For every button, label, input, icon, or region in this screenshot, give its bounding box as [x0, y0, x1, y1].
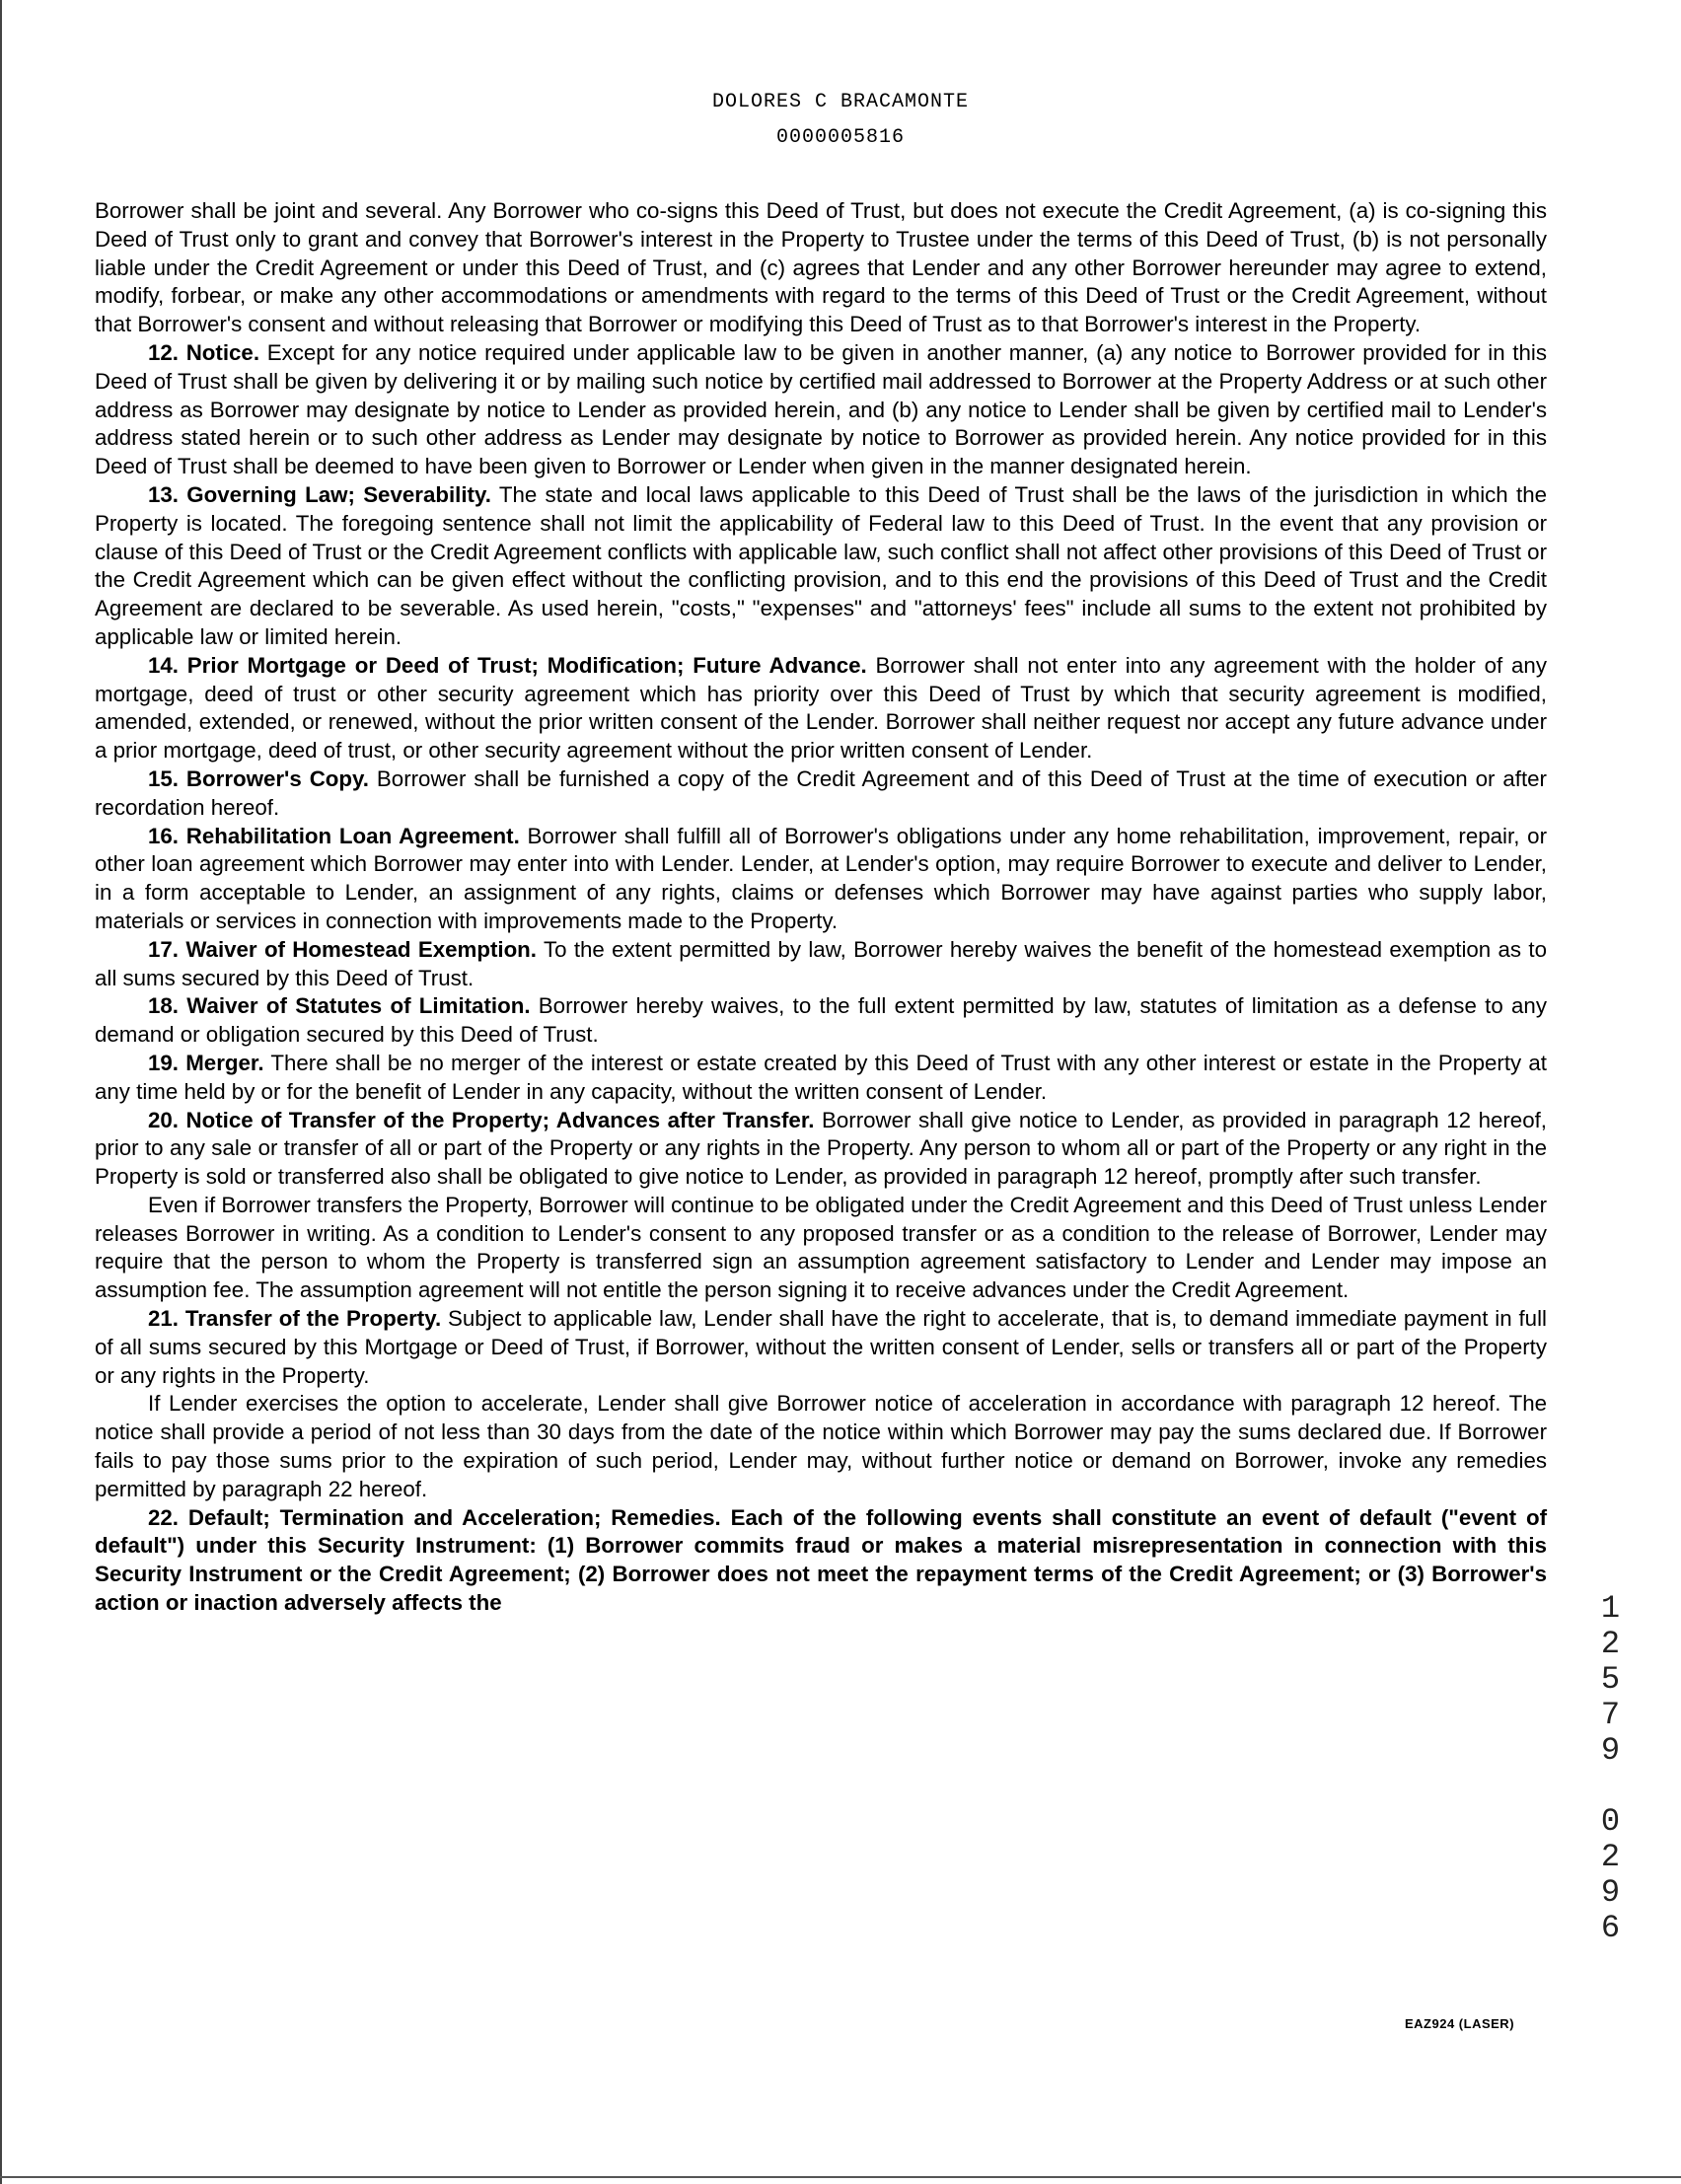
borrower-name: DOLORES C BRACAMONTE	[711, 91, 970, 113]
section-text: The state and local laws applicable to this Deed of Trust shall be the laws of the jurisdiction in which the Property is located. The foregoing sentence shall not limit the applicability of Federal law to this Deed of Trust. In the event that any provision or clause of this Deed of Trust or the Credit Agreement conflicts with applicable law, such conflict shall not affect other provisions of this Deed of Trust or the Credit Agreement which can be given effect without the conflicting provision, and to this end the provisions of this Deed of Trust and the Credit Agreement are declared to be severable. As used herein, "costs," "expenses" and "attorneys' fees" include all sums to the extent not prohibited by applicable law or limited herein.	[95, 481, 1548, 649]
section-14	[95, 652, 1547, 765]
section-17	[95, 936, 1547, 993]
section-heading: 13. Governing Law; Severability.	[148, 481, 491, 507]
margin-record-stamp: 12579 0296	[1592, 1590, 1629, 1945]
section-text: Even if Borrower transfers the Property, Borrower will continue to be obligated under the Credit Agreement and this Deed of Trust unless Lender releases Borrower in writing. As a condition to Lender's consent to any proposed transfer or as a condition to the release of Borrower, Lender may require that the person to whom the Property is transferred sign an assumption agreement satisfactory to Lender and Lender may impose an assumption fee. The assumption agreement will not entitle the person signing it to receive advances under the Credit Agreement.	[95, 1192, 1547, 1303]
intro-paragraph: Borrower shall be joint and several. Any Borrower who co-signs this Deed of Trust, but does not execute the Credit Agreement, (a) is co-signing this Deed of Trust only to grant and convey that Borrower's interest in the Property to Trustee under the terms of this Deed of Trust, (b) is not personally liable under the Credit Agreement or under this Deed of Trust, and (c) agrees that Lender and any other Borrower hereunder may agree to extend, modify, forbear, or make any other accommodations or amendments with regard to the terms of this Deed of Trust or the Credit Agreement, without that Borrower's consent and without releasing that Borrower or modifying this Deed of Trust as to that Borrower's interest in the Property.	[95, 198, 1547, 337]
section-text: Borrower hereby waives, to the full extent permitted by law, statutes of limitation as a defense to any demand or obligation secured by this Deed of Trust.	[95, 993, 1547, 1048]
form-code: EAZ924 (LASER)	[1405, 2016, 1515, 2031]
section-20	[95, 1107, 1547, 1192]
section-15	[95, 765, 1547, 823]
section-text: Borrower shall not enter into any agreement with the holder of any mortgage, deed of trust or other security agreement which has priority over this Deed of Trust by which that security agreement is modified, amended, extended, or renewed, without the prior written consent of the Lender. Borrower shall neither request nor accept any future advance under a prior mortgage, deed of trust, or other security agreement without the prior written consent of Lender.	[95, 652, 1547, 764]
scan-edge-left	[0, 0, 2, 2184]
section-21-continued	[95, 1390, 1547, 1503]
section-20-continued	[95, 1192, 1547, 1305]
loan-number: 0000005816	[775, 126, 906, 149]
document-header	[0, 85, 1681, 156]
section-heading: 17. Waiver of Homestead Exemption.	[148, 936, 538, 962]
section-heading: 16. Rehabilitation Loan Agreement.	[148, 823, 520, 848]
section-text: There shall be no merger of the interest or estate created by this Deed of Trust with any other interest or estate in the Property at any time held by or for the benefit of Lender in any capacity, without the written consent of Lender.	[95, 1050, 1547, 1104]
section-text: Except for any notice required under applicable law to be given in another manner, (a) any notice to Borrower provided for in this Deed of Trust shall be given by delivering it or by mailing such notice by certified mail addressed to Borrower at the Property Address or at such other address as Borrower may designate by notice to Lender as provided herein, and (b) any notice to Lender shall be given by certified mail to Lender's address stated herein or to such other address as Lender may designate by notice to Borrower as provided herein. Any notice provided for in this Deed of Trust shall be deemed to have been given to Borrower or Lender when given in the manner designated herein.	[95, 339, 1547, 479]
section-text: Borrower shall fulfill all of Borrower's obligations under any home rehabilitation, improvement, repair, or other loan agreement which Borrower may enter into with Lender. Lender, at Lender's option, may require Borrower to execute and deliver to Lender, in a form acceptable to Lender, an assignment of any rights, claims or defenses which Borrower may have against parties who supply labor, materials or services in connection with improvements made to the Property.	[95, 823, 1547, 933]
section-text: To the extent permitted by law, Borrower hereby waives the benefit of the homestead exemption as to all sums secured by this Deed of Trust.	[95, 936, 1547, 990]
section-19	[95, 1050, 1547, 1107]
section-text: If Lender exercises the option to accelerate, Lender shall give Borrower notice of acceleration in accordance with paragraph 12 hereof. The notice shall provide a period of not less than 30 days from the date of the notice within which Borrower may pay the sums declared due. If Borrower fails to pay those sums prior to the expiration of such period, Lender may, without further notice or demand on Borrower, invoke any remedies permitted by paragraph 22 hereof.	[95, 1391, 1547, 1501]
section-heading: 19. Merger.	[148, 1050, 264, 1075]
section-22: 22. Default; Termination and Acceleration; Remedies. Each of the following events shall constitute an event of default ("event of default") under this Security Instrument: (1) Borrower commits fraud or makes a material misrepresentation in connection with this Security Instrument or the Credit Agreement; (2) Borrower does not meet the repayment terms of the Credit Agreement; or (3) Borrower's action or inaction adversely affects the	[95, 1504, 1547, 1616]
section-text: Borrower shall be furnished a copy of the Credit Agreement and of this Deed of Trust at the time of execution or after recordation hereof.	[95, 765, 1547, 820]
document-body	[95, 197, 1547, 1618]
section-21	[95, 1305, 1547, 1390]
scan-line-bottom	[0, 2176, 1681, 2178]
section-13	[95, 481, 1547, 652]
section-heading: 12. Notice.	[148, 339, 260, 365]
section-12	[95, 339, 1547, 481]
section-heading: 21. Transfer of the Property.	[148, 1306, 442, 1332]
section-text: Subject to applicable law, Lender shall have the right to accelerate, that is, to demand immediate payment in full of all sums secured by this Mortgage or Deed of Trust, if Borrower, without the written consent of Lender, sells or transfers all or part of the Property or any rights in the Property.	[95, 1306, 1547, 1388]
section-heading: 18. Waiver of Statutes of Limitation.	[148, 993, 531, 1019]
section-heading: 15. Borrower's Copy.	[148, 765, 369, 791]
section-heading: 14. Prior Mortgage or Deed of Trust; Modification; Future Advance.	[148, 652, 867, 678]
section-18	[95, 992, 1547, 1050]
section-text: Borrower shall give notice to Lender, as provided in paragraph 12 hereof, prior to any sale or transfer of all or part of the Property or any rights in the Property. Any person to whom all or part of the Property or any right in the Property is sold or transferred also shall be obligated to give notice to Lender, as provided in paragraph 12 hereof, promptly after such transfer.	[95, 1107, 1547, 1190]
section-16	[95, 823, 1547, 936]
section-heading: 20. Notice of Transfer of the Property; Advances after Transfer.	[148, 1107, 815, 1132]
